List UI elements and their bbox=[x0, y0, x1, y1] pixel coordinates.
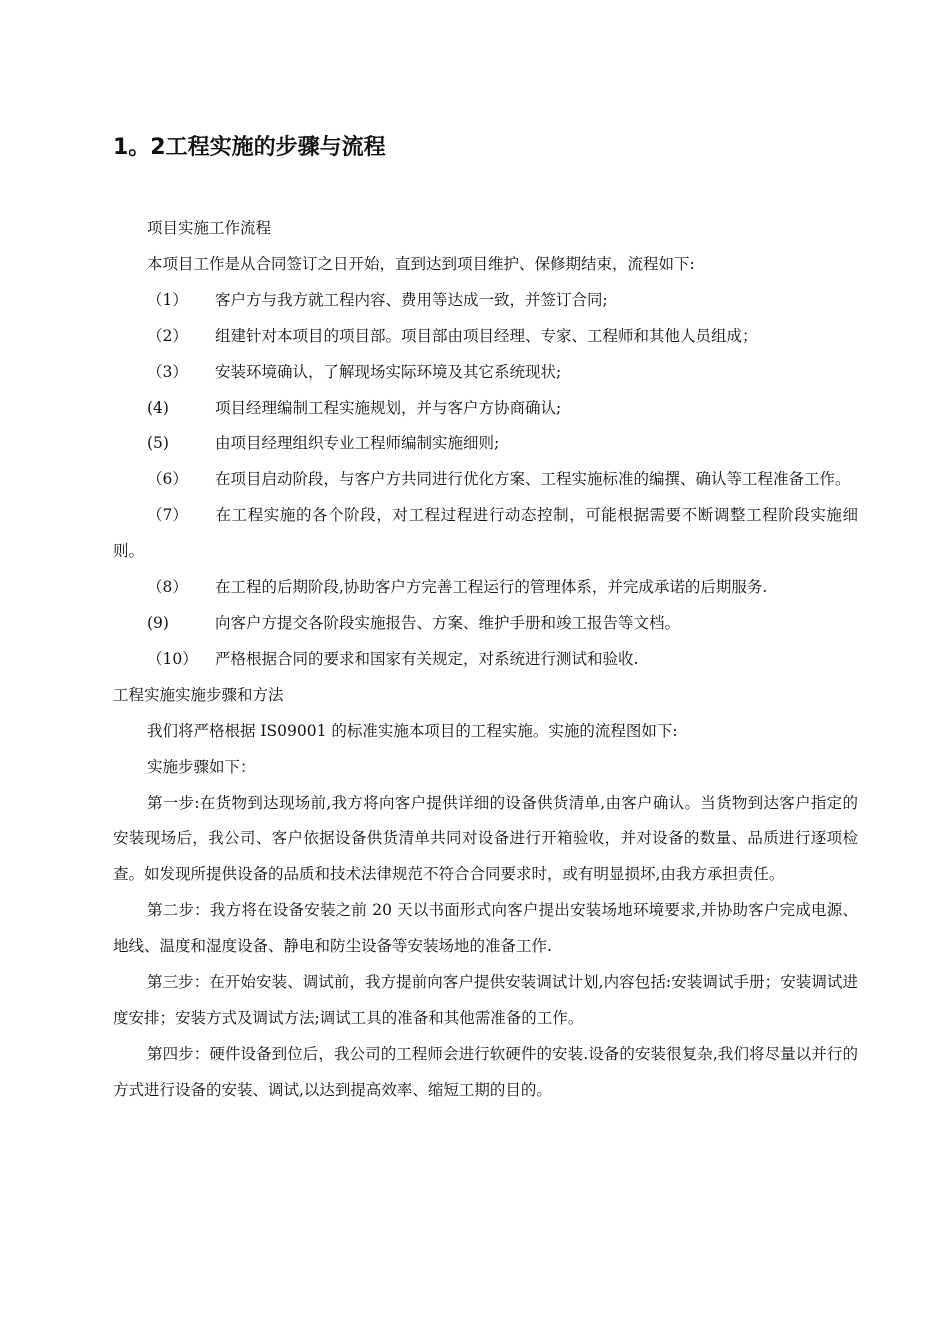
item-number: （1） bbox=[147, 290, 188, 309]
step-paragraph: 第四步：硬件设备到位后，我公司的工程师会进行软硬件的安装.设备的安装很复杂,我们将尽量以并行的方式进行设备的安装、调试,以达到提高效率、缩短工期的目的。 bbox=[113, 1044, 858, 1099]
item-text: 客户方与我方就工程内容、费用等达成一致，并签订合同; bbox=[215, 290, 608, 309]
item-text: 向客户方提交各阶段实施报告、方案、维护手册和竣工报告等文档。 bbox=[215, 613, 681, 632]
item-text: 在项目启动阶段，与客户方共同进行优化方案、工程实施标准的编撰、确认等工程准备工作。 bbox=[215, 470, 851, 489]
item-number: （8） bbox=[147, 578, 188, 597]
item-number: （6） bbox=[147, 470, 188, 489]
item-number: （2） bbox=[147, 326, 188, 345]
list-item bbox=[113, 642, 858, 678]
item-text: 项目经理编制工程实施规划，并与客户方协商确认; bbox=[215, 398, 562, 417]
list-item bbox=[113, 462, 858, 498]
item-text: 组建针对本项目的项目部。项目部由项目经理、专家、工程师和其他人员组成； bbox=[215, 326, 758, 345]
list-item bbox=[113, 391, 858, 427]
list-item bbox=[113, 606, 858, 642]
item-text: 在工程实施的各个阶段，对工程过程进行动态控制，可能根据需要不断调整工程阶段实施细则。 bbox=[113, 506, 858, 561]
list-item bbox=[113, 319, 858, 355]
section-heading: 1。2工程实施的步骤与流程 bbox=[113, 135, 386, 160]
workflow-intro: 本项目工作是从合同签订之日开始，直到达到项目维护、保修期结束，流程如下: bbox=[147, 254, 695, 273]
list-item bbox=[113, 355, 858, 391]
item-number: (5) bbox=[147, 434, 169, 453]
list-item bbox=[113, 283, 858, 319]
item-number: （10） bbox=[147, 649, 198, 668]
list-item bbox=[113, 426, 858, 462]
step-paragraph: 第三步：在开始安装、调试前，我方提前向客户提供安装调试计划,内容包括:安装调试手册；安装调试进度安排；安装方式及调试方法;调试工具的准备和其他需准备的工作。 bbox=[113, 973, 858, 1027]
iso-paragraph: 我们将严格根据 IS09001 的标准实施本项目的工程实施。实施的流程图如下: bbox=[147, 721, 678, 740]
item-text: 在工程的后期阶段,协助客户方完善工程运行的管理体系，并完成承诺的后期服务. bbox=[215, 578, 768, 597]
step-paragraph: 第二步：我方将在设备安装之前 20 天以书面形式向客户提出安装场地环境要求,并协助客户完成电源、地线、温度和湿度设备、静电和防尘设备等安装场地的准备工作. bbox=[113, 901, 858, 956]
item-number: （3） bbox=[147, 362, 188, 381]
list-item bbox=[113, 570, 858, 606]
item-number: （7） bbox=[147, 506, 188, 525]
list-item bbox=[113, 498, 858, 570]
subheading-workflow: 项目实施工作流程 bbox=[147, 219, 272, 237]
item-text: 严格根据合同的要求和国家有关规定，对系统进行测试和验收. bbox=[215, 649, 639, 668]
steps-intro: 实施步骤如下： bbox=[147, 757, 256, 776]
item-text: 安装环境确认，了解现场实际环境及其它系统现状; bbox=[215, 362, 562, 381]
document-body bbox=[113, 211, 858, 1109]
item-text: 由项目经理组织专业工程师编制实施细则; bbox=[215, 434, 500, 453]
step-paragraph: 第一步:在货物到达现场前,我方将向客户提供详细的设备供货清单,由客户确认。当货物到达客户指定的安装现场后，我公司、客户依据设备供货清单共同对设备进行开箱验收，并对设备的数量、品质进行逐项检查。如发现所提供设备的品质和技术法律规范不符合合同要求时，或有明显损坏,由我方承担责任。 bbox=[113, 793, 858, 884]
item-number: (9) bbox=[147, 613, 169, 632]
subheading-methods: 工程实施实施步骤和方法 bbox=[113, 685, 284, 704]
item-number: (4) bbox=[147, 398, 169, 417]
